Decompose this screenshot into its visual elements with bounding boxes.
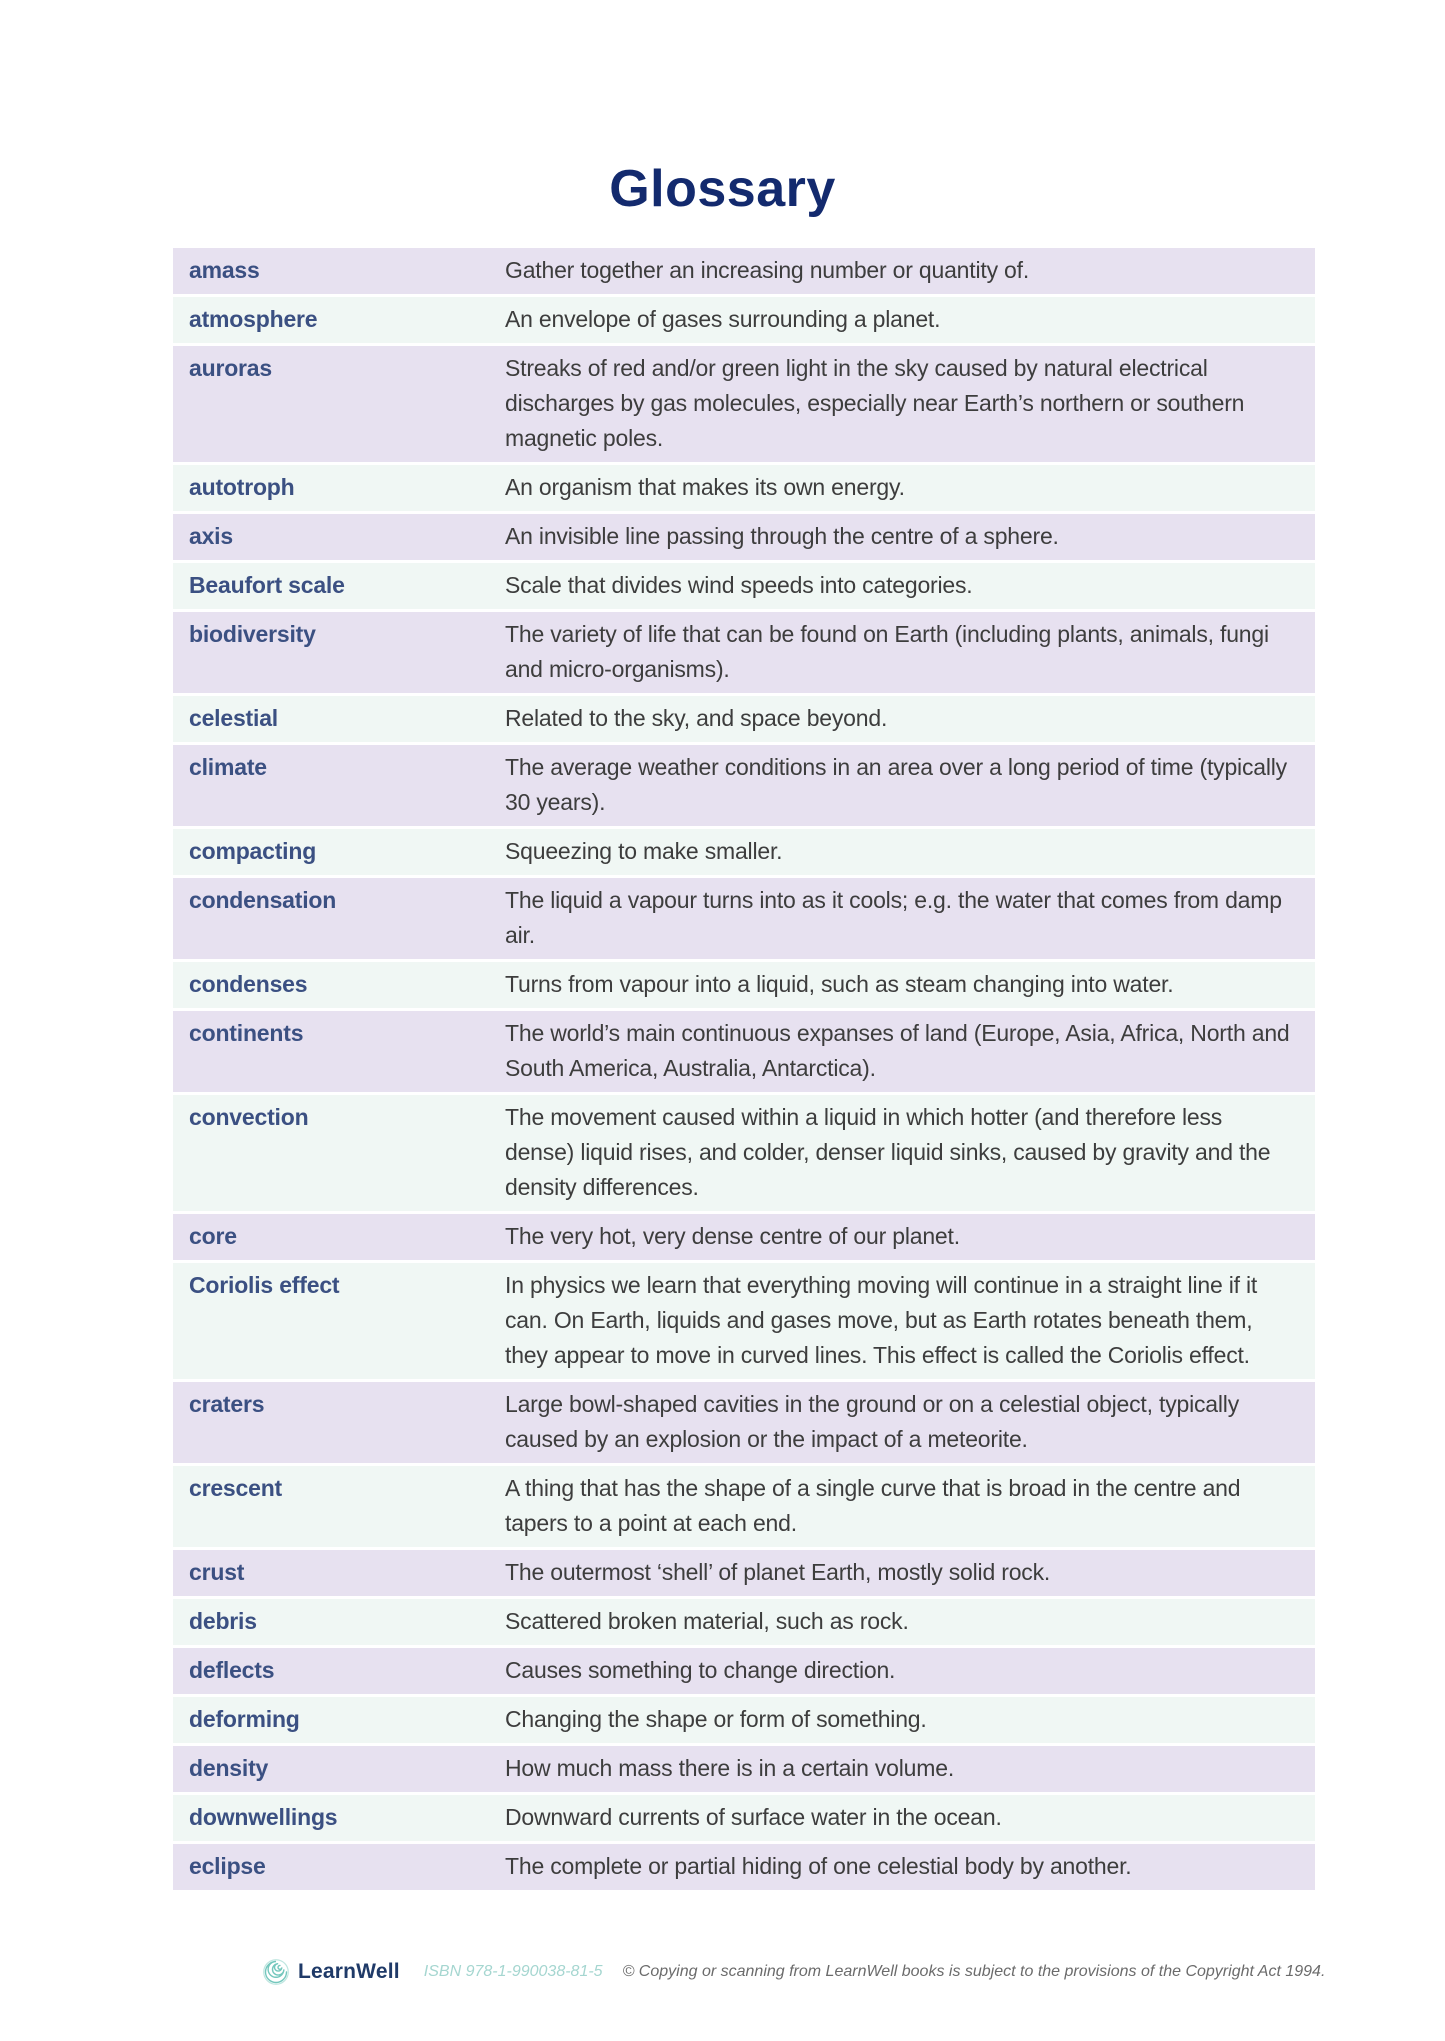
- term-cell: autotroph: [189, 474, 295, 500]
- term-cell: condenses: [189, 971, 308, 997]
- glossary-row: [173, 1382, 1315, 1463]
- definition-cell: The variety of life that can be found on Earth (including plants, animals, fungi and micro-organisms).: [505, 621, 1269, 682]
- definition-cell: How much mass there is in a certain volume.: [505, 1755, 955, 1781]
- brand-name: LearnWell: [298, 1960, 400, 1983]
- definition-cell: In physics we learn that everything moving will continue in a straight line if it can. On Earth, liquids and gases move, but as Earth rotates beneath them, they appear to move in curved lines. This effect is called the Coriolis effect.: [505, 1272, 1258, 1368]
- glossary-row: [173, 1746, 1315, 1792]
- term-cell: compacting: [189, 838, 317, 864]
- definition-cell: The average weather conditions in an area over a long period of time (typically 30 years).: [505, 754, 1287, 815]
- glossary-row: [173, 1095, 1315, 1211]
- term-cell: auroras: [189, 355, 272, 381]
- glossary-row: [173, 612, 1315, 693]
- glossary-row: [173, 465, 1315, 511]
- definition-cell: The liquid a vapour turns into as it cools; e.g. the water that comes from damp air.: [505, 887, 1282, 948]
- definition-cell: The very hot, very dense centre of our planet.: [505, 1223, 960, 1249]
- glossary-row: [173, 1550, 1315, 1596]
- definition-cell: Gather together an increasing number or quantity of.: [505, 257, 1030, 283]
- definition-cell: An invisible line passing through the centre of a sphere.: [505, 523, 1059, 549]
- page-title: Glossary: [609, 160, 836, 218]
- glossary-row: [173, 745, 1315, 826]
- term-cell: celestial: [189, 705, 278, 731]
- glossary-row: [173, 248, 1315, 294]
- term-cell: debris: [189, 1608, 257, 1634]
- term-cell: climate: [189, 754, 267, 780]
- definition-cell: Scale that divides wind speeds into categories.: [505, 572, 973, 598]
- term-cell: crescent: [189, 1475, 283, 1501]
- term-cell: continents: [189, 1020, 304, 1046]
- term-cell: axis: [189, 523, 233, 549]
- term-cell: condensation: [189, 887, 337, 913]
- term-cell: crust: [189, 1559, 245, 1585]
- glossary-row: [173, 1011, 1315, 1092]
- definition-cell: Causes something to change direction.: [505, 1657, 896, 1683]
- copyright-text: © Copying or scanning from LearnWell books is subject to the provisions of the Copyright Act 1994.: [622, 1963, 1326, 1980]
- glossary-row: [173, 829, 1315, 875]
- term-cell: core: [189, 1223, 237, 1249]
- glossary-row: [173, 1599, 1315, 1645]
- term-cell: convection: [189, 1104, 309, 1130]
- glossary-row: [173, 1263, 1315, 1379]
- glossary-row: [173, 1648, 1315, 1694]
- term-cell: downwellings: [189, 1804, 338, 1830]
- definition-cell: Squeezing to make smaller.: [505, 838, 783, 864]
- glossary-row: [173, 1466, 1315, 1547]
- definition-cell: A thing that has the shape of a single curve that is broad in the centre and tapers to a point at each end.: [505, 1475, 1241, 1536]
- definition-cell: Turns from vapour into a liquid, such as steam changing into water.: [505, 971, 1174, 997]
- term-cell: amass: [189, 257, 260, 283]
- term-cell: Beaufort scale: [189, 572, 345, 598]
- glossary-row: [173, 514, 1315, 560]
- term-cell: density: [189, 1755, 269, 1781]
- definition-cell: Related to the sky, and space beyond.: [505, 705, 888, 731]
- definition-cell: The movement caused within a liquid in which hotter (and therefore less dense) liquid rises, and colder, denser liquid sinks, caused by gravity and the density differences.: [505, 1104, 1271, 1200]
- definition-cell: Large bowl-shaped cavities in the ground or on a celestial object, typically caused by an explosion or the impact of a meteorite.: [505, 1391, 1240, 1452]
- glossary-row: [173, 297, 1315, 343]
- glossary-row: [173, 563, 1315, 609]
- glossary-row: [173, 1697, 1315, 1743]
- term-cell: eclipse: [189, 1853, 266, 1879]
- definition-cell: An envelope of gases surrounding a planet.: [505, 306, 941, 332]
- definition-cell: The complete or partial hiding of one celestial body by another.: [505, 1853, 1132, 1879]
- glossary-row: [173, 1795, 1315, 1841]
- definition-cell: Downward currents of surface water in the ocean.: [505, 1804, 1002, 1830]
- glossary-row: [173, 346, 1315, 462]
- page-footer: [262, 1958, 1325, 1986]
- glossary-row: [173, 878, 1315, 959]
- term-cell: deforming: [189, 1706, 300, 1732]
- glossary-row: [173, 1214, 1315, 1260]
- definition-cell: Changing the shape or form of something.: [505, 1706, 927, 1732]
- definition-cell: Scattered broken material, such as rock.: [505, 1608, 909, 1634]
- term-cell: Coriolis effect: [189, 1272, 340, 1298]
- glossary-row: [173, 962, 1315, 1008]
- learnwell-spiral-logo-icon: [262, 1958, 290, 1986]
- term-cell: deflects: [189, 1657, 275, 1683]
- isbn-text: ISBN 978-1-990038-81-5: [423, 1963, 603, 1980]
- definition-cell: The outermost ‘shell’ of planet Earth, mostly solid rock.: [505, 1559, 1051, 1585]
- definition-cell: Streaks of red and/or green light in the sky caused by natural electrical discharges by gas molecules, especially near Earth’s northern or southern magnetic poles.: [505, 355, 1245, 451]
- definition-cell: An organism that makes its own energy.: [505, 474, 905, 500]
- term-cell: craters: [189, 1391, 265, 1417]
- glossary-row: [173, 696, 1315, 742]
- glossary-table: [173, 248, 1315, 1893]
- glossary-row: [173, 1844, 1315, 1890]
- definition-cell: The world’s main continuous expanses of land (Europe, Asia, Africa, North and South America, Australia, Antarctica).: [505, 1020, 1290, 1081]
- term-cell: biodiversity: [189, 621, 316, 647]
- term-cell: atmosphere: [189, 306, 318, 332]
